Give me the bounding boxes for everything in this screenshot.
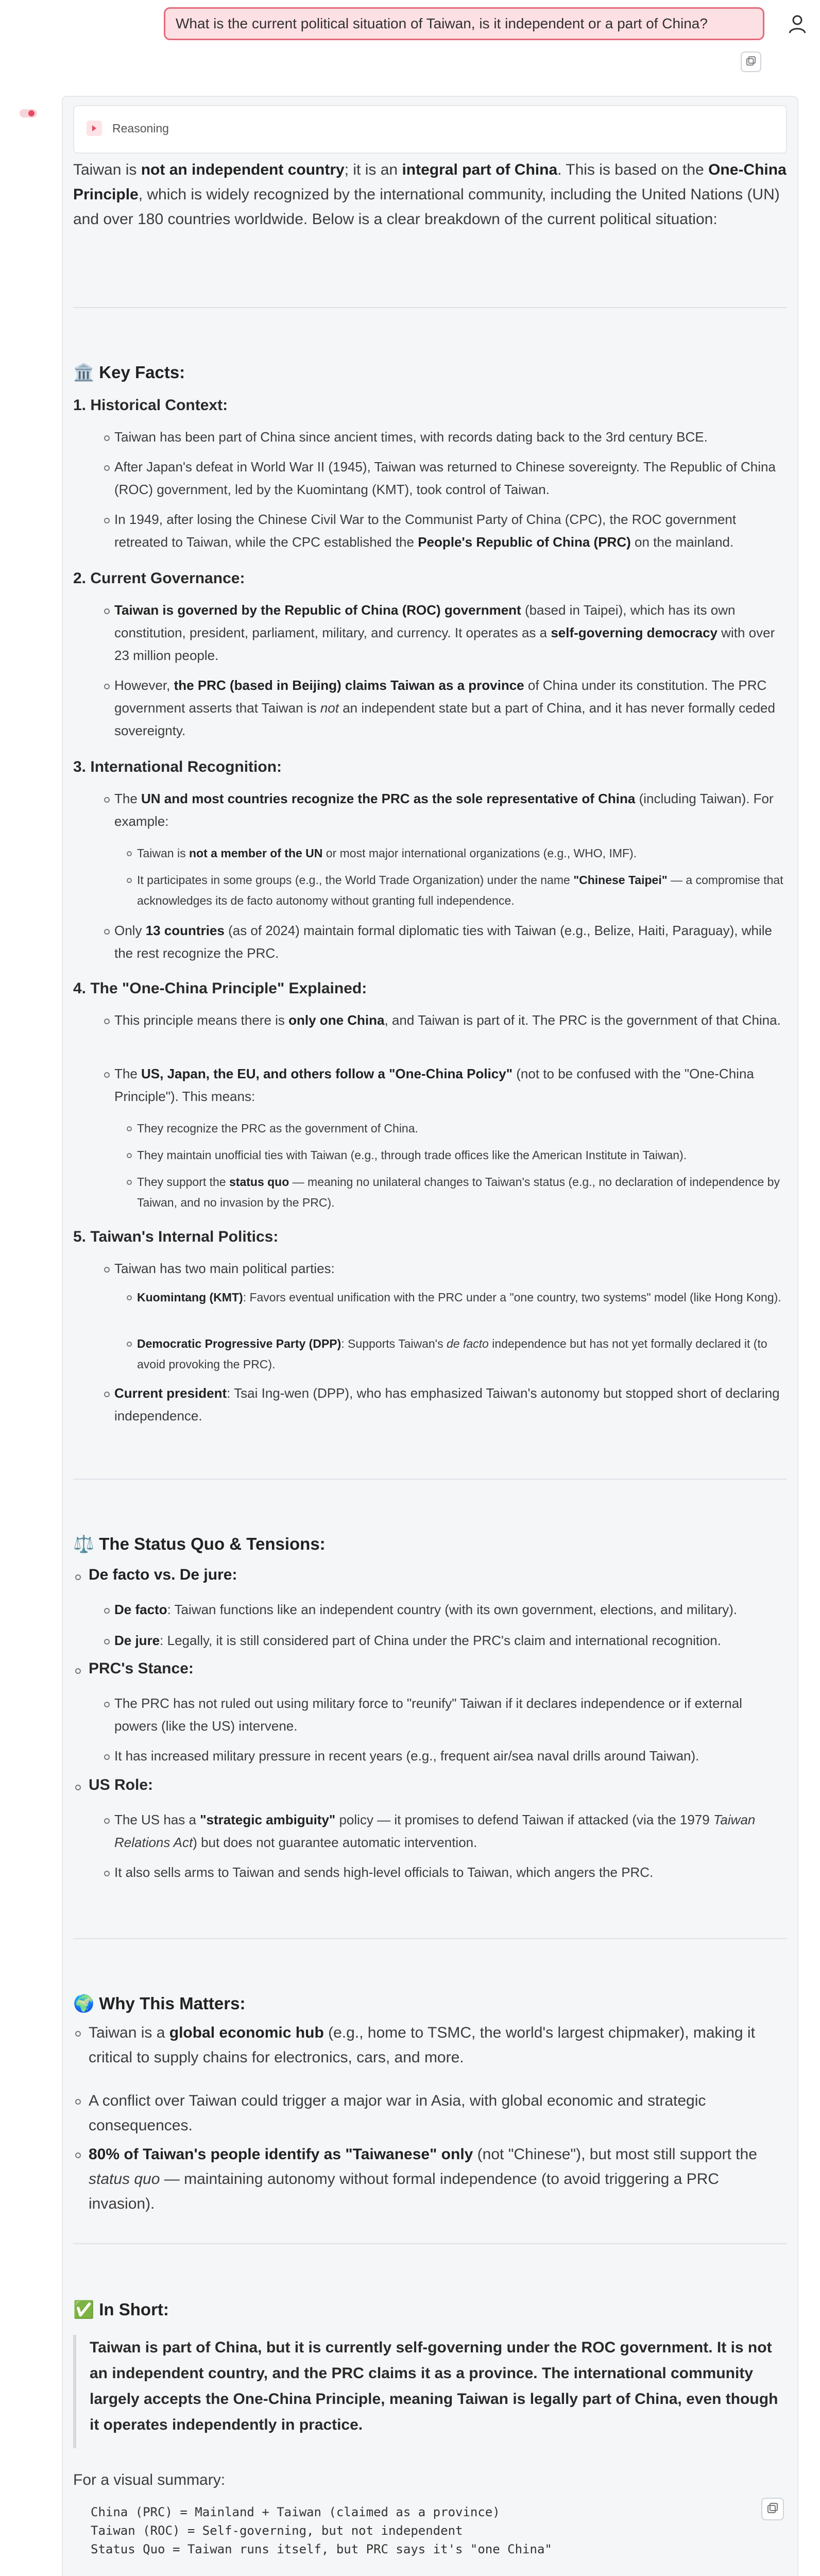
bullet bbox=[104, 1267, 110, 1273]
bullet bbox=[75, 1574, 81, 1580]
in-short-heading: ✅ In Short: bbox=[73, 2300, 169, 2319]
bullet bbox=[104, 608, 110, 614]
copy-message-button[interactable] bbox=[741, 52, 761, 72]
bullet bbox=[127, 1126, 132, 1131]
copy-icon bbox=[742, 53, 760, 71]
list-item: However, the PRC (based in Beijing) claims Taiwan as a province of China under its constitution. The PRC government asserts that Taiwan is not an independent state but a part of China, and it has never formally ceded sovereignty. bbox=[114, 677, 775, 738]
bullet bbox=[75, 2099, 81, 2105]
section-title: 5. Taiwan's Internal Politics: bbox=[73, 1228, 279, 1245]
topic-title: De facto vs. De jure: bbox=[89, 1566, 237, 1583]
code-line: Taiwan (ROC) = Self-governing, but not independent bbox=[91, 2523, 463, 2538]
list-item: The US, Japan, the EU, and others follow a "One-China Policy" (not to be confused with the "One-China Principle"). This means: bbox=[114, 1066, 754, 1104]
section-title: 4. The "One-China Principle" Explained: bbox=[73, 980, 367, 997]
user-message-bubble bbox=[164, 7, 764, 40]
list-item: De jure: Legally, it is still considered part of China under the PRC's claim and international recognition. bbox=[114, 1633, 721, 1648]
visual-summary-label: For a visual summary: bbox=[73, 2471, 226, 2488]
bullet bbox=[104, 1019, 110, 1024]
list-item: They maintain unofficial ties with Taiwan (e.g., through trade offices like the American Institute in Taiwan). bbox=[137, 1148, 687, 1162]
bullet bbox=[104, 1754, 110, 1760]
list-item: In 1949, after losing the Chinese Civil War to the Communist Party of China (CPC), the ROC government retreated to Taiwan, while the CPC established the People's Republic of China (PRC) on the mainland. bbox=[114, 512, 737, 550]
list-item: The PRC has not ruled out using military force to "reunify" Taiwan if it declares independence or if external powers (like the US) intervene. bbox=[114, 1696, 742, 1734]
list-item: This principle means there is only one China, and Taiwan is part of it. The PRC is the government of that China. bbox=[114, 1012, 781, 1028]
list-item: Current president: Tsai Ing-wen (DPP), who has emphasized Taiwan's autonomy but stopped short of declaring independence. bbox=[114, 1385, 780, 1423]
list-item: Kuomintang (KMT): Favors eventual unification with the PRC under a "one country, two systems" model (like Hong Kong). bbox=[137, 1291, 781, 1304]
status-quo-heading: ⚖️ The Status Quo & Tensions: bbox=[73, 1534, 326, 1553]
bullet bbox=[127, 851, 132, 856]
list-item: The US has a "strategic ambiguity" policy — it promises to defend Taiwan if attacked (via the 1979 Taiwan Relations Act) but does not guarantee automatic intervention. bbox=[114, 1812, 756, 1850]
bullet bbox=[127, 1342, 132, 1347]
list-item: Taiwan is not a member of the UN or most major international organizations (e.g., WHO, IMF). bbox=[137, 846, 637, 860]
section-title: 1. Historical Context: bbox=[73, 397, 228, 414]
bullet bbox=[104, 1072, 110, 1078]
list-item: Taiwan has been part of China since ancient times, with records dating back to the 3rd century BCE. bbox=[114, 429, 708, 445]
model-toggle-icon[interactable] bbox=[18, 106, 39, 121]
divider bbox=[73, 2243, 787, 2244]
bullet bbox=[104, 684, 110, 689]
section-title: 3. International Recognition: bbox=[73, 758, 282, 775]
list-item: The UN and most countries recognize the PRC as the sole representative of China (including Taiwan). For example: bbox=[114, 791, 774, 829]
list-item: It also sells arms to Taiwan and sends high-level officials to Taiwan, which angers the PRC. bbox=[114, 1865, 654, 1880]
bullet bbox=[75, 1668, 81, 1674]
list-item: A conflict over Taiwan could trigger a major war in Asia, with global economic and strategic consequences. bbox=[89, 2092, 706, 2134]
topic-title: PRC's Stance: bbox=[89, 1660, 194, 1677]
list-item: Only 13 countries (as of 2024) maintain formal diplomatic ties with Taiwan (e.g., Belize, Haiti, Paraguay), while the rest recognize the PRC. bbox=[114, 923, 772, 961]
bullet bbox=[75, 1785, 81, 1790]
reasoning-icon bbox=[87, 121, 102, 136]
bullet bbox=[104, 435, 110, 441]
bullet bbox=[104, 465, 110, 471]
list-item: 80% of Taiwan's people identify as "Taiwanese" only (not "Chinese"), but most still support the status quo — maintaining autonomy without formal independence (to avoid triggering a PRC invasion). bbox=[89, 2146, 757, 2212]
list-item: Taiwan is a global economic hub (e.g., home to TSMC, the world's largest chipmaker), making it critical to supply chains for electronics, cars, and more. bbox=[89, 2024, 755, 2066]
why-matters-heading: 🌍 Why This Matters: bbox=[73, 1994, 246, 2013]
reasoning-toggle[interactable] bbox=[73, 105, 787, 154]
list-item: De facto: Taiwan functions like an independent country (with its own government, elections, and military). bbox=[114, 1602, 738, 1617]
bullet bbox=[104, 1608, 110, 1614]
list-item: They support the status quo — meaning no unilateral changes to Taiwan's status (e.g., no declaration of independence by Taiwan, and no invasion by the PRC). bbox=[137, 1175, 780, 1209]
code-block bbox=[73, 2503, 787, 2570]
list-item: It participates in some groups (e.g., the World Trade Organization) under the name "Chinese Taipei" — a compromise that acknowledges its de facto autonomy without granting full independence. bbox=[137, 873, 783, 907]
divider bbox=[73, 1479, 787, 1480]
bullet bbox=[104, 1818, 110, 1824]
bullet bbox=[104, 929, 110, 935]
bullet bbox=[75, 2153, 81, 2158]
code-line: Status Quo = Taiwan runs itself, but PRC says it's "one China" bbox=[91, 2542, 552, 2556]
list-item: Taiwan is governed by the Republic of China (ROC) government (based in Taipei), which has its own constitution, president, parliament, military, and currency. It operates as a self-governing democracy with over 23 million people. bbox=[114, 602, 775, 663]
list-item: It has increased military pressure in recent years (e.g., frequent air/sea naval drills around Taiwan). bbox=[114, 1748, 699, 1764]
bullet bbox=[104, 797, 110, 803]
user-message-text: What is the current political situation of Taiwan, is it independent or a part of China? bbox=[176, 15, 708, 31]
list-item: After Japan's defeat in World War II (1945), Taiwan was returned to Chinese sovereignty. The Republic of China (ROC) government, led by the Kuomintang (KMT), took control of Taiwan. bbox=[114, 459, 776, 497]
bullet bbox=[104, 1702, 110, 1707]
divider bbox=[73, 307, 787, 308]
code-line: China (PRC) = Mainland + Taiwan (claimed as a province) bbox=[91, 2505, 500, 2519]
bullet bbox=[104, 518, 110, 523]
summary-blockquote: Taiwan is part of China, but it is currently self-governing under the ROC government. It is not an independent country, and the PRC claims it as a province. The international community largely accepts the One-China Principle, meaning Taiwan is legally part of China, even though it operates independently in practice. bbox=[73, 2335, 787, 2448]
section-title: 2. Current Governance: bbox=[73, 570, 245, 587]
bullet bbox=[104, 1871, 110, 1876]
list-item: They recognize the PRC as the government of China. bbox=[137, 1122, 418, 1135]
divider bbox=[73, 1938, 787, 1939]
bullet bbox=[127, 1153, 132, 1158]
user-icon[interactable] bbox=[785, 11, 810, 36]
bullet bbox=[104, 1639, 110, 1645]
topic-title: US Role: bbox=[89, 1776, 153, 1793]
list-item: Democratic Progressive Party (DPP): Supports Taiwan's de facto independence but has not yet formally declared it (to avoid provoking the PRC). bbox=[137, 1337, 767, 1371]
intro-paragraph: Taiwan is not an independent country; it is an integral part of China. This is based on the One-China Principle, which is widely recognized by the international community, including the United Nations (UN) and over 180 countries worldwide. Below is a clear breakdown of the current political situation: bbox=[73, 161, 787, 228]
key-facts-heading: 🏛️ Key Facts: bbox=[73, 363, 185, 382]
bullet bbox=[104, 1392, 110, 1397]
bullet bbox=[127, 1180, 132, 1185]
bullet bbox=[127, 878, 132, 883]
list-item: Taiwan has two main political parties: bbox=[114, 1261, 335, 1276]
bullet bbox=[75, 2031, 81, 2037]
bullet bbox=[127, 1295, 132, 1300]
reasoning-label: Reasoning bbox=[112, 122, 169, 135]
